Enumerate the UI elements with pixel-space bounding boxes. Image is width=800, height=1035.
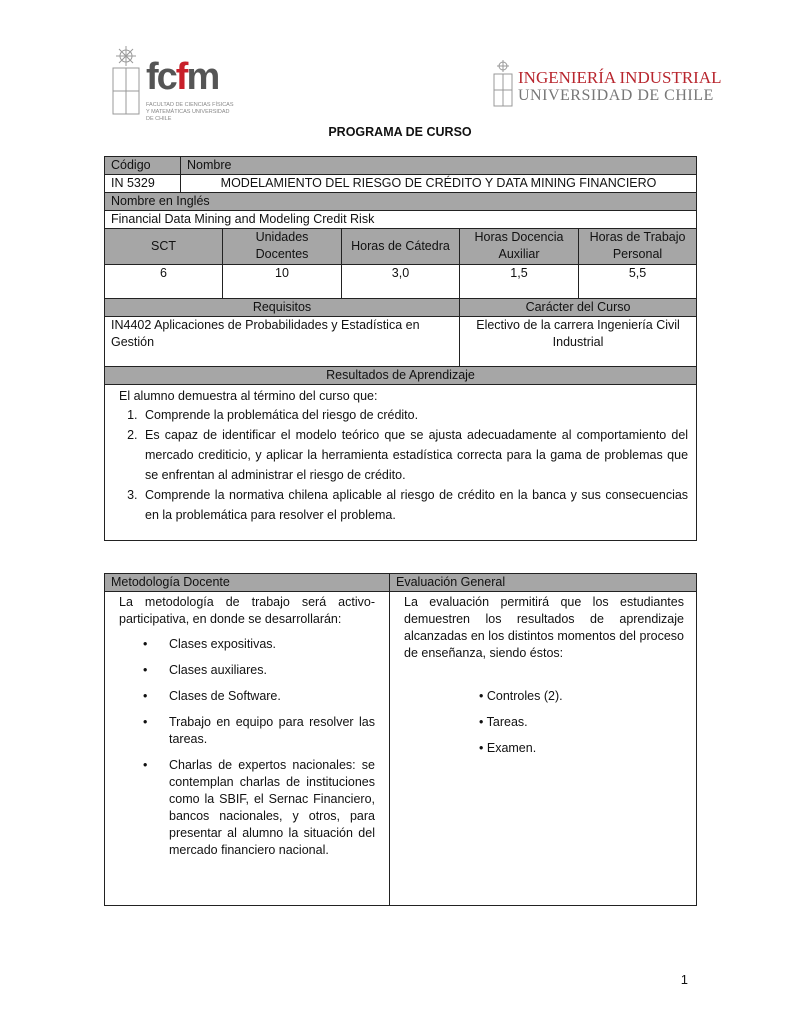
evaluacion-label: Evaluación General xyxy=(390,574,697,592)
requisitos-value: IN4402 Aplicaciones de Probabilidades y Estadística en Gestión xyxy=(105,317,460,367)
unidades-header: Unidades Docentes xyxy=(223,229,342,265)
metodologia-item: • Clases auxiliares. xyxy=(143,662,375,679)
metodologia-item: • Clases de Software. xyxy=(143,688,375,705)
university-shield-icon xyxy=(492,60,514,108)
metodologia-item: • Clases expositivas. xyxy=(143,636,375,653)
resultado-item: 3. Comprende la normativa chilena aplicable al riesgo de crédito en la banca y sus consecuencias en la problemática para resolver el problema. xyxy=(141,485,688,525)
resultado-item: 2. Es capaz de identificar el modelo teórico que se ajusta adecuadamente al comportamiento del mercado crediticio, y aplicar la herramienta estadística correcta para la gama de problemas que se enfrentan al administrar el riesgo de crédito. xyxy=(141,425,688,485)
fcfm-subtitle: FACULTAD DE CIENCIAS FÍSICAS Y MATEMÁTICAS UNIVERSIDAD DE CHILE xyxy=(146,102,234,122)
ingenieria-industrial-logo xyxy=(492,60,722,110)
logo-line-1: INGENIERÍA INDUSTRIAL xyxy=(518,68,722,87)
course-name: MODELAMIENTO DEL RIESGO DE CRÉDITO Y DATA MINING FINANCIERO xyxy=(181,175,697,193)
evaluacion-content xyxy=(390,592,697,906)
metodologia-intro: La metodología de trabajo será activo-participativa, en donde se desarrollarán: xyxy=(119,595,375,626)
requisitos-label: Requisitos xyxy=(105,299,460,317)
resultados-intro: El alumno demuestra al término del curso que: xyxy=(119,389,378,403)
resultado-item: 1. Comprende la problemática del riesgo de crédito. xyxy=(141,405,688,425)
unidades-value: 10 xyxy=(223,265,342,299)
metodologia-item: • Trabajo en equipo para resolver las tareas. xyxy=(143,714,375,748)
caracter-value: Electivo de la carrera Ingeniería Civil Industrial xyxy=(460,317,697,367)
methodology-evaluation-table xyxy=(104,573,697,906)
auxiliar-header: Horas Docencia Auxiliar xyxy=(460,229,579,265)
resultados-content xyxy=(105,385,697,541)
logo-line-2: UNIVERSIDAD DE CHILE xyxy=(518,87,714,104)
resultados-label: Resultados de Aprendizaje xyxy=(105,367,697,385)
fcfm-logo xyxy=(110,44,234,126)
catedra-header: Horas de Cátedra xyxy=(342,229,460,265)
evaluacion-item: • Controles (2). xyxy=(479,688,684,705)
metodologia-item: • Charlas de expertos nacionales: se contemplan charlas de instituciones como la SBIF, el Sernac Financiero, bancos nacionales, y otros, para presentar al alumno la situación del mercado financiero nacional. xyxy=(143,757,375,859)
evaluacion-intro: La evaluación permitirá que los estudiantes demuestren los resultados de aprendizaje alcanzadas en los distintos momentos del proceso de enseñanza, siendo éstos: xyxy=(404,595,684,660)
university-shield-icon xyxy=(110,46,142,122)
sct-header: SCT xyxy=(105,229,223,265)
personal-value: 5,5 xyxy=(579,265,697,299)
course-info-table xyxy=(104,156,697,541)
english-name: Financial Data Mining and Modeling Credit Risk xyxy=(105,211,697,229)
caracter-label: Carácter del Curso xyxy=(460,299,697,317)
page-number: 1 xyxy=(680,972,688,987)
auxiliar-value: 1,5 xyxy=(460,265,579,299)
catedra-value: 3,0 xyxy=(342,265,460,299)
metodologia-content xyxy=(105,592,390,906)
course-code: IN 5329 xyxy=(105,175,181,193)
fcfm-wordmark: fcfm xyxy=(146,56,219,98)
evaluacion-item: • Examen. xyxy=(479,740,684,757)
evaluacion-item: • Tareas. xyxy=(479,714,684,731)
sct-value: 6 xyxy=(105,265,223,299)
personal-header: Horas de Trabajo Personal xyxy=(579,229,697,265)
metodologia-label: Metodología Docente xyxy=(105,574,390,592)
english-name-label: Nombre en Inglés xyxy=(105,193,697,211)
page-title: PROGRAMA DE CURSO xyxy=(328,125,472,139)
code-label: Código xyxy=(105,157,181,175)
name-label: Nombre xyxy=(181,157,697,175)
